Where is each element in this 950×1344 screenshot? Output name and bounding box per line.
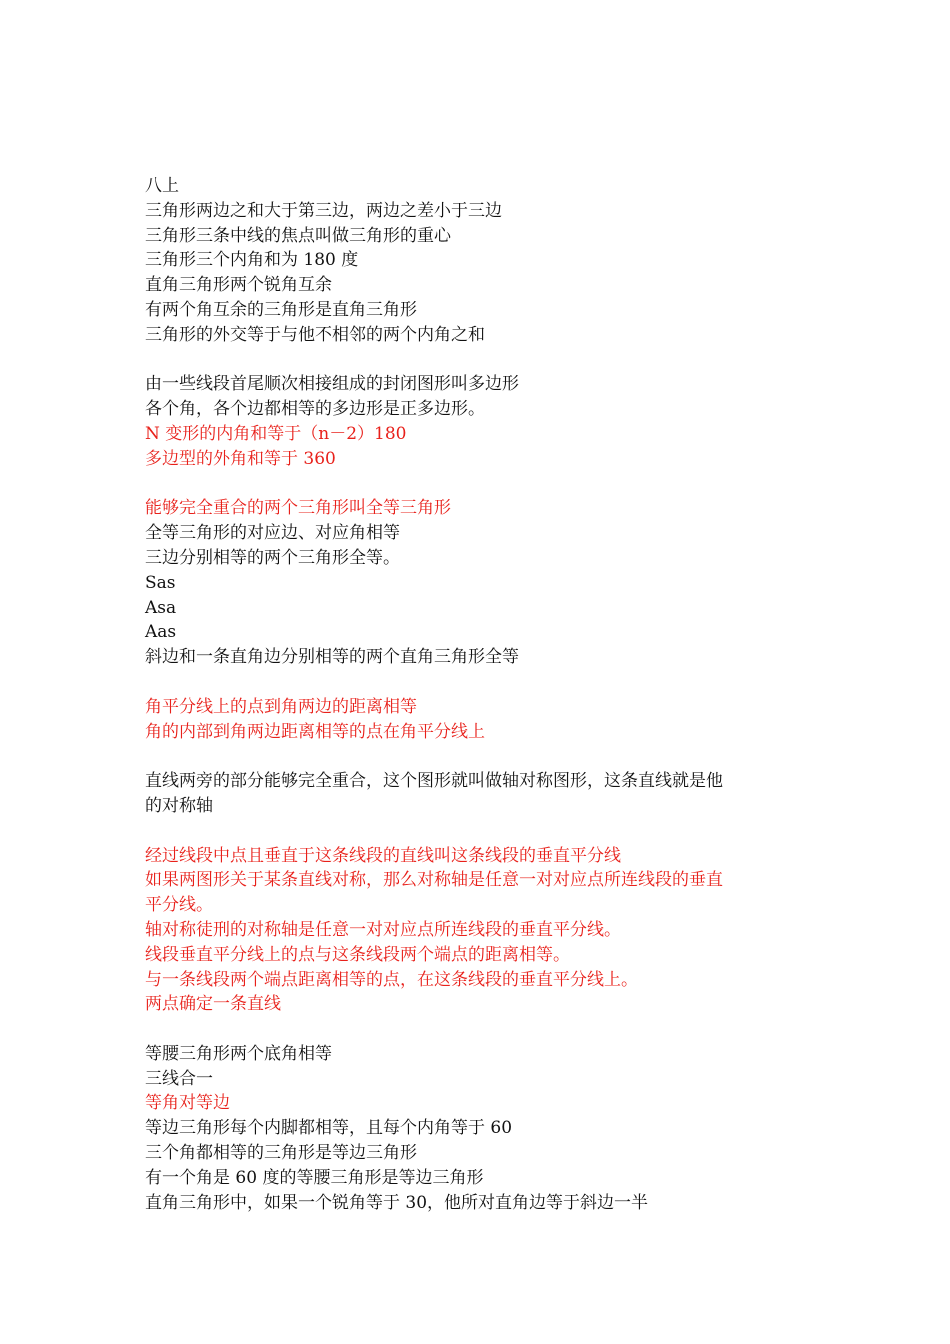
text-line: 角的内部到角两边距离相等的点在角平分线上 bbox=[145, 721, 485, 742]
text-line: Asa bbox=[145, 597, 177, 618]
blank-line bbox=[145, 744, 815, 769]
blank-line bbox=[145, 670, 815, 695]
text-line: 平分线。 bbox=[145, 895, 213, 916]
text-line: 经过线段中点且垂直于这条线段的直线叫这条线段的垂直平分线 bbox=[145, 845, 621, 866]
text-line: 与一条线段两个端点距离相等的点，在这条线段的垂直平分线上。 bbox=[145, 969, 638, 990]
text-line: 的对称轴 bbox=[145, 795, 213, 816]
document-page bbox=[145, 174, 815, 1215]
text-line: 角平分线上的点到角两边的距离相等 bbox=[145, 696, 417, 717]
text-line: 能够完全重合的两个三角形叫全等三角形 bbox=[145, 498, 451, 519]
text-line: 斜边和一条直角边分别相等的两个直角三角形全等 bbox=[145, 647, 519, 668]
text-line: 线段垂直平分线上的点与这条线段两个端点的距离相等。 bbox=[145, 944, 570, 965]
text-line: 三边分别相等的两个三角形全等。 bbox=[145, 547, 400, 568]
text-line: 三角形三条中线的焦点叫做三角形的重心 bbox=[145, 225, 451, 246]
text-line: 三角形三个内角和为 180 度 bbox=[145, 250, 359, 271]
text-line: 直线两旁的部分能够完全重合，这个图形就叫做轴对称图形，这条直线就是他 bbox=[145, 771, 723, 792]
text-line: 三角形的外交等于与他不相邻的两个内角之和 bbox=[145, 324, 485, 345]
blank-line bbox=[145, 819, 815, 844]
text-line: 八上 bbox=[145, 176, 179, 196]
text-line: 轴对称徒刑的对称轴是任意一对对应点所连线段的垂直平分线。 bbox=[145, 919, 621, 940]
text-line: 多边型的外角和等于 360 bbox=[145, 448, 336, 469]
blank-line bbox=[145, 472, 815, 497]
text-line: 由一些线段首尾顺次相接组成的封闭图形叫多边形 bbox=[145, 374, 519, 395]
text-line: 直角三角形两个锐角互余 bbox=[145, 275, 332, 296]
text-line: 等角对等边 bbox=[145, 1093, 230, 1114]
blank-line bbox=[145, 1017, 815, 1042]
text-line: 各个角，各个边都相等的多边形是正多边形。 bbox=[145, 399, 485, 420]
text-line: 有一个角是 60 度的等腰三角形是等边三角形 bbox=[145, 1167, 484, 1188]
text-line: 三角形两边之和大于第三边，两边之差小于三边 bbox=[145, 200, 502, 221]
text-line: 等腰三角形两个底角相等 bbox=[145, 1043, 332, 1064]
text-line: 三个角都相等的三角形是等边三角形 bbox=[145, 1143, 417, 1164]
blank-line bbox=[145, 348, 815, 373]
text-line: 直角三角形中，如果一个锐角等于 30，他所对直角边等于斜边一半 bbox=[145, 1192, 649, 1213]
text-line: 有两个角互余的三角形是直角三角形 bbox=[145, 299, 417, 320]
text-line: N 变形的内角和等于（n－2）180 bbox=[145, 423, 407, 444]
text-line: Aas bbox=[145, 622, 177, 643]
text-line: 全等三角形的对应边、对应角相等 bbox=[145, 523, 400, 544]
text-line: 两点确定一条直线 bbox=[145, 994, 281, 1015]
text-line: 三线合一 bbox=[145, 1068, 213, 1089]
text-line: 等边三角形每个内脚都相等，且每个内角等于 60 bbox=[145, 1118, 513, 1139]
text-line: Sas bbox=[145, 572, 176, 593]
text-line: 如果两图形关于某条直线对称，那么对称轴是任意一对对应点所连线段的垂直 bbox=[145, 870, 723, 891]
